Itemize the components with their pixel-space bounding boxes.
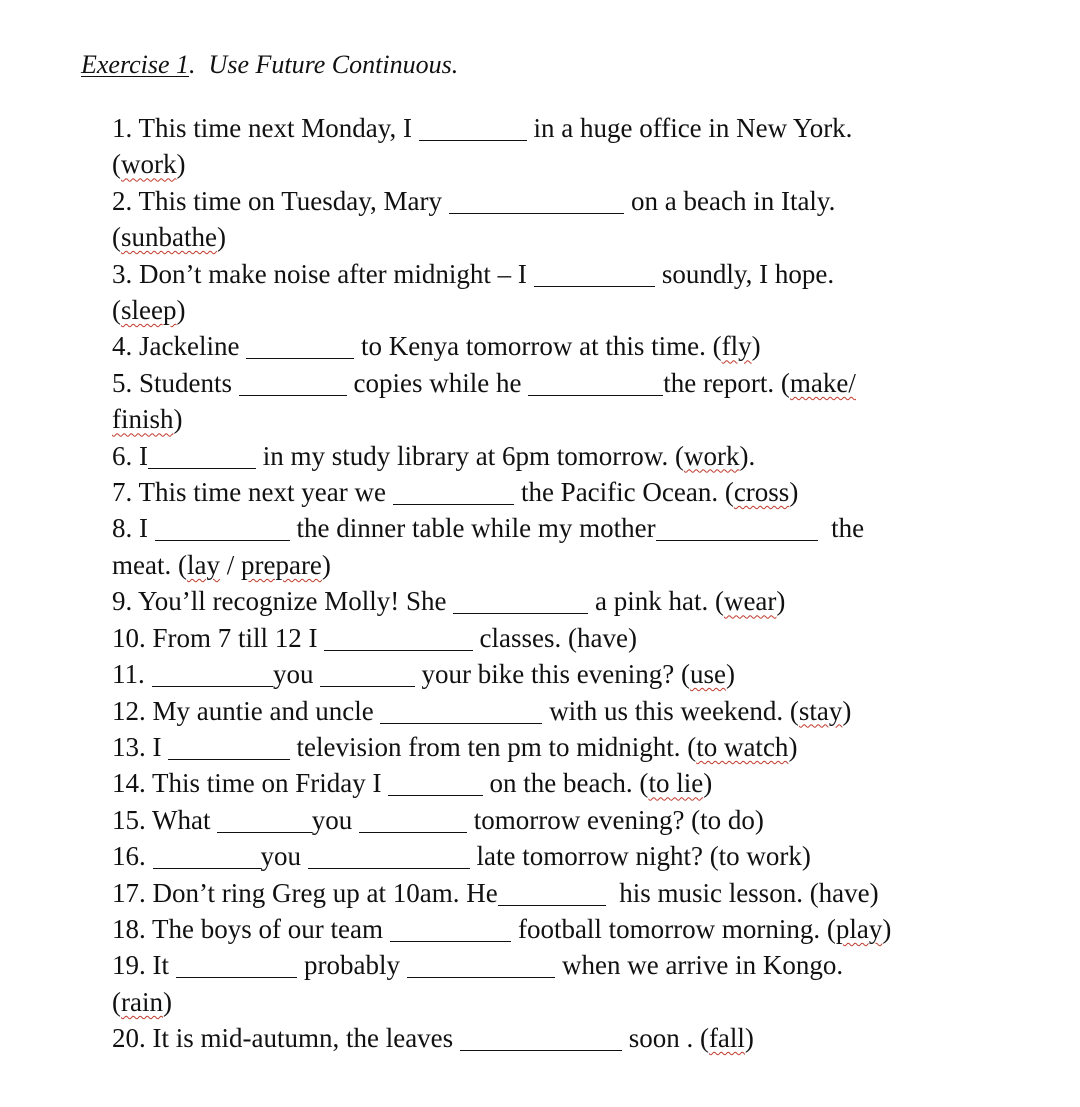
exercise-item: [112, 838, 1042, 874]
item-continuation: [112, 219, 1042, 255]
item-continuation: [112, 984, 1042, 1020]
verb-hint: lay: [186, 549, 220, 580]
sentence-text: This time on Tuesday, Mary: [138, 185, 449, 216]
verb-hint: work: [683, 440, 740, 471]
exercise-item: [112, 183, 1042, 256]
sentence-text: a pink hat. (: [588, 586, 724, 617]
sentence-text: copies while he: [346, 367, 529, 398]
sentence-text: You’ll recognize Molly! She: [138, 586, 454, 617]
exercise-item: [112, 765, 1042, 801]
verb-hint: work: [121, 149, 177, 180]
sentence-text: Jackeline: [139, 331, 247, 362]
sentence-text: ): [744, 1023, 754, 1054]
sentence-text: his music lesson. (have): [605, 877, 879, 908]
item-number: 8.: [112, 513, 139, 544]
sentence-text: when we arrive in Kongo.: [555, 950, 844, 981]
exercise-item: [112, 328, 1042, 364]
verb-hint: sunbathe: [121, 222, 217, 253]
sentence-text: The boys of our team: [152, 913, 390, 944]
sentence-text: ): [176, 295, 186, 326]
answer-blank[interactable]: [152, 666, 274, 687]
sentence-text: the: [817, 513, 865, 544]
verb-hint: rain: [121, 986, 163, 1017]
sentence-text: (: [112, 986, 121, 1017]
sentence-text: meat. (: [112, 549, 187, 580]
exercise-item: [112, 656, 1042, 692]
sentence-text: (: [112, 295, 121, 326]
exercise-item: [112, 110, 1042, 183]
exercise-item: [112, 620, 1042, 656]
sentence-text: This time next year we: [138, 477, 393, 508]
sentence-text: Don’t make noise after midnight – I: [139, 258, 534, 289]
sentence-text: ): [321, 549, 331, 580]
sentence-text: the Pacific Ocean. (: [514, 477, 734, 508]
verb-hint: to watch: [696, 731, 789, 762]
sentence-text: ): [703, 768, 713, 799]
sentence-text: soundly, I hope.: [655, 258, 835, 289]
sentence-text: ): [882, 913, 892, 944]
item-number: 4.: [112, 331, 139, 362]
exercise-instruction: . Use Future Continuous.: [189, 50, 459, 79]
verb-hint: fly: [721, 331, 752, 362]
answer-blank[interactable]: [359, 812, 467, 833]
answer-blank[interactable]: [308, 848, 470, 869]
verb-hint: prepare: [240, 549, 322, 580]
sentence-text: I: [139, 513, 155, 544]
exercise-list: [112, 110, 1042, 1057]
sentence-text: on the beach. (: [482, 768, 649, 799]
exercise-heading: [81, 50, 458, 80]
exercise-item: [112, 911, 1042, 947]
sentence-text: /: [219, 549, 241, 580]
answer-blank[interactable]: [324, 630, 473, 651]
verb-hint: cross: [733, 477, 790, 508]
answer-blank[interactable]: [534, 266, 656, 287]
answer-blank[interactable]: [453, 593, 588, 614]
sentence-text: you: [311, 804, 359, 835]
sentence-text: the dinner table while my mother: [289, 513, 656, 544]
sentence-text: your bike this evening? (: [414, 659, 690, 690]
answer-blank[interactable]: [528, 375, 663, 396]
verb-hint: finish: [112, 404, 174, 435]
sentence-text: to Kenya tomorrow at this time. (: [354, 331, 722, 362]
item-continuation: [112, 547, 1042, 583]
sentence-text: ): [751, 331, 761, 362]
answer-blank[interactable]: [419, 120, 527, 141]
item-continuation: [112, 401, 1042, 437]
item-number: 10.: [112, 622, 153, 653]
item-number: 14.: [112, 768, 153, 799]
sentence-text: ): [176, 149, 186, 180]
item-number: 9.: [112, 586, 138, 617]
item-number: 20.: [112, 1023, 153, 1054]
answer-blank[interactable]: [390, 921, 512, 942]
item-number: 3.: [112, 258, 139, 289]
answer-blank[interactable]: [246, 338, 354, 359]
sentence-text: Students: [139, 367, 239, 398]
answer-blank[interactable]: [407, 957, 556, 978]
sentence-text: ): [789, 477, 799, 508]
exercise-item: [112, 256, 1042, 329]
verb-hint: to lie: [648, 768, 704, 799]
sentence-text: What: [152, 804, 218, 835]
sentence-text: television from ten pm to midnight. (: [289, 731, 697, 762]
answer-blank[interactable]: [320, 666, 415, 687]
sentence-text: with us this weekend. (: [542, 695, 799, 726]
exercise-item: [112, 583, 1042, 619]
item-number: 7.: [112, 477, 139, 508]
exercise-item: [112, 438, 1042, 474]
exercise-item: [112, 729, 1042, 765]
exercise-number: Exercise 1: [81, 50, 190, 79]
item-number: 11.: [112, 659, 152, 690]
item-number: 19.: [112, 950, 153, 981]
sentence-text: It is mid-autumn, the leaves: [152, 1023, 460, 1054]
verb-hint: use: [689, 659, 726, 690]
item-number: 12.: [112, 695, 153, 726]
item-number: 6.: [112, 440, 139, 471]
sentence-text: (: [112, 222, 121, 253]
verb-hint: stay: [798, 695, 843, 726]
answer-blank[interactable]: [153, 848, 261, 869]
answer-blank[interactable]: [239, 375, 347, 396]
item-number: 16.: [112, 841, 153, 872]
exercise-item: [112, 1020, 1042, 1056]
item-continuation: [112, 146, 1042, 182]
item-number: 18.: [112, 913, 153, 944]
sentence-text: the report. (: [663, 367, 790, 398]
sentence-text: soon . (: [621, 1023, 709, 1054]
sentence-text: ): [788, 731, 798, 762]
answer-blank[interactable]: [460, 1030, 622, 1051]
answer-blank[interactable]: [498, 885, 606, 906]
sentence-text: My auntie and uncle: [152, 695, 381, 726]
answer-blank[interactable]: [217, 812, 312, 833]
answer-blank[interactable]: [168, 739, 290, 760]
answer-blank[interactable]: [656, 520, 818, 541]
item-continuation: [112, 292, 1042, 328]
answer-blank[interactable]: [393, 484, 515, 505]
item-number: 13.: [112, 731, 153, 762]
verb-hint: sleep: [121, 295, 177, 326]
sentence-text: I: [139, 440, 148, 471]
verb-hint: play: [835, 913, 883, 944]
sentence-text: probably: [297, 950, 407, 981]
answer-blank[interactable]: [380, 703, 542, 724]
sentence-text: This time next Monday, I: [138, 113, 419, 143]
exercise-item: [112, 365, 1042, 438]
sentence-text: you: [260, 841, 308, 872]
sentence-text: ): [216, 222, 226, 253]
sentence-text: ): [776, 586, 786, 617]
item-number: 5.: [112, 367, 139, 398]
answer-blank[interactable]: [388, 775, 483, 796]
sentence-text: tomorrow evening? (to do): [467, 804, 764, 835]
exercise-item: [112, 474, 1042, 510]
answer-blank[interactable]: [155, 520, 290, 541]
sentence-text: ): [162, 986, 172, 1017]
exercise-item: [112, 802, 1042, 838]
item-number: 17.: [112, 877, 153, 908]
exercise-item: [112, 875, 1042, 911]
sentence-text: in my study library at 6pm tomorrow. (: [256, 440, 684, 471]
item-number: 1.: [112, 113, 139, 143]
sentence-text: ): [842, 695, 852, 726]
sentence-text: late tomorrow night? (to work): [469, 841, 811, 872]
sentence-text: you: [273, 659, 321, 690]
answer-blank[interactable]: [449, 193, 625, 214]
sentence-text: ): [725, 659, 735, 690]
sentence-text: From 7 till 12 I: [152, 622, 325, 653]
item-number: 2.: [112, 185, 139, 216]
answer-blank[interactable]: [148, 448, 256, 469]
sentence-text: I: [152, 731, 169, 762]
sentence-text: on a beach in Italy.: [624, 185, 836, 216]
exercise-item: [112, 693, 1042, 729]
answer-blank[interactable]: [176, 957, 298, 978]
sentence-text: classes. (have): [472, 622, 637, 653]
sentence-text: football tomorrow morning. (: [511, 913, 836, 944]
verb-hint: make/: [789, 367, 856, 398]
sentence-text: It: [152, 950, 176, 981]
sentence-text: ): [173, 404, 183, 435]
exercise-item: [112, 510, 1042, 583]
item-number: 15.: [112, 804, 153, 835]
sentence-text: (: [112, 149, 121, 180]
sentence-text: ).: [739, 440, 756, 471]
verb-hint: wear: [723, 586, 777, 617]
sentence-text: This time on Friday I: [152, 768, 389, 799]
sentence-text: in a huge office in New York.: [526, 113, 853, 143]
sentence-text: Don’t ring Greg up at 10am. He: [152, 877, 498, 908]
exercise-item: [112, 947, 1042, 1020]
verb-hint: fall: [708, 1023, 745, 1054]
